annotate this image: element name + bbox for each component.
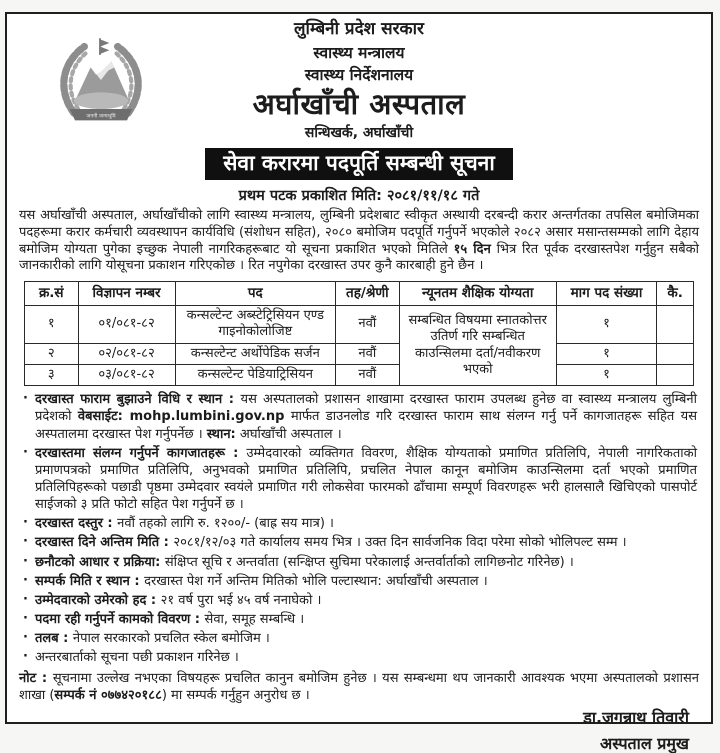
text-segment: यस अर्घाखाँची अस्पताल, अर्घाखाँचीको लागि स्वास्थ्य मन्त्रालय, लुम्बिनी प्रदेशबाट स्वीकृत अस्थायी दरबन्दी करार अन्तर्गतका तपसिल बमोजिमका पदहरूमा करार कर्मचारी व्यवस्थापन कार्यविधि (संशोधन सहित), २०८० बमोजिम पदपूर्ति गर्नुपर्ने भएकोले २०८२ असार मसान्तसम्मको लागि देहाय बमोजिम योग्यता पुगेका इच्छुक नेपाली नागरिकहरूबाट यो सूचना प्रकाशित भएको मितिले — [19, 207, 699, 257]
signatory-title: अस्पताल प्रमुख — [600, 734, 689, 753]
cell-qualification-merged: सम्बन्धित विषयमा स्नातकोत्तर उतिर्ण गरि सम्बन्धित काउन्सिलमा दर्ता/नवीकरण भएको — [399, 306, 556, 386]
list-item — [21, 611, 697, 628]
government-name: लुम्बिनी प्रदेश सरकार — [294, 19, 424, 39]
bold-text-segment: दरखास्त दस्तुर : — [35, 516, 118, 532]
cell-remarks — [657, 306, 694, 344]
bullet-dot-icon: · — [23, 515, 28, 531]
bold-text-segment: तलब : — [35, 631, 73, 647]
bold-text-segment: उम्मेदवारको उमेरको हद : — [35, 592, 161, 608]
bold-text-segment: दरखास्त फाराम बुझाउने विधि र स्थान : — [35, 392, 241, 408]
bold-text-segment: वेबसाईट: mohp.lumbini.gov.np — [77, 409, 285, 425]
table-header-cell: तह/श्रेणी — [336, 282, 400, 306]
cell-post-name: कन्सल्टेन्ट अब्स्टेट्रिसियन एण्ड गाइनोकोलोजिष्ट — [175, 306, 336, 344]
list-item — [21, 649, 697, 666]
text-segment: नेपाल सरकारको प्रचलित स्केल बमोजिम । — [72, 631, 270, 647]
hospital-name: अर्घाखाँची अस्पताल — [252, 87, 466, 122]
cell-vacancy-count: १ — [556, 364, 656, 385]
list-item — [21, 515, 697, 532]
text-segment: भित्र रित पूर्वक दरखास्तपेश गर्नुहुन सबैको जानकारीको लागि योसूचना प्रकाशन गरिएकोछ । रित नपुगेका दरखास्त उपर कुनै कारबाही हुने छैन । — [19, 241, 700, 274]
list-item — [21, 554, 697, 571]
nepal-emblem-icon — [49, 32, 153, 136]
bold-text-segment: दरखास्तमा संलग्न गर्नुपर्ने कागजातहरू : — [35, 445, 247, 461]
table-row — [25, 364, 694, 385]
text-segment: संक्षिप्त सूचि र अन्तर्वाता (सन्क्षिप्त सुचिमा परेकालाई अन्तर्वार्ताको लागिछनोट गरिनेछ) । — [164, 554, 574, 570]
list-item — [21, 391, 697, 442]
bold-text-segment: पदमा रही गर्नुपर्ने कामको विवरण : — [35, 612, 205, 628]
cell-advertisement-number: ०१/०८१-८२ — [78, 306, 175, 344]
signature-block — [19, 709, 689, 753]
table-header-row — [25, 282, 694, 306]
bullet-dot-icon: · — [23, 391, 28, 407]
bold-text-segment: नोट : — [19, 670, 53, 686]
table-header-cell: माग पद संख्या — [556, 282, 656, 306]
bullet-dot-icon: · — [23, 444, 28, 460]
text-segment: २०८१/१२/०३ गते कार्यालय समय भित्र । उक्त दिन सार्वजनिक विदा परेमा सोको भोलिपल्ट सम्म । — [173, 535, 627, 551]
cell-vacancy-count: १ — [556, 343, 656, 364]
table-header-cell: क्र.सं — [25, 282, 79, 306]
cell-advertisement-number: ०२/०८१-८२ — [78, 343, 175, 364]
vacancy-table — [24, 281, 694, 386]
signatory-name: डा.जगन्नाथ तिवारी — [583, 707, 689, 727]
cell-level: नवौं — [336, 364, 400, 385]
text-segment: यस अस्पतालको प्रशासन शाखामा दरखास्त फाराम उपलब्ध हुनेछ वा स्वास्थ्य मन्त्रालय लुम्बिनी प्रदेशको — [35, 392, 697, 425]
svg-text:जननी जन्मभूमि: जननी जन्मभूमि — [86, 113, 116, 120]
vacancy-table-body — [25, 306, 694, 386]
text-segment: सूचनामा उल्लेख नभएका विषयहरू प्रचलित कानुन बमोजिम हुनेछ । यस सम्बन्धमा थप जानकारी आवश्यक भएमा अस्पतालको प्रशासन शाखा ( — [19, 670, 699, 704]
cell-level: नवौं — [336, 306, 400, 344]
cell-serial-number: २ — [25, 343, 79, 364]
bold-text-segment: सम्पर्क नं ०७७४२०१८८ — [54, 688, 162, 704]
list-item — [21, 630, 697, 647]
table-row — [25, 306, 694, 344]
table-header-cell: विज्ञापन नम्बर — [78, 282, 175, 306]
list-item — [21, 534, 697, 551]
cell-serial-number: ३ — [25, 364, 79, 385]
bullet-dot-icon: · — [23, 649, 28, 665]
cell-remarks — [657, 343, 694, 364]
cell-post-name: कन्सल्टेन्ट पेडियाट्रिसियन — [175, 364, 336, 385]
cell-serial-number: १ — [25, 306, 79, 344]
text-segment: मार्फत डाउनलोड गरि दरखास्त फाराम साथ संलग्न गर्नु पर्ने कागजातहरू सहित यस अस्पतालमा दरखास्त पेश गर्नुपर्नेछ । — [35, 409, 697, 442]
cell-advertisement-number: ०३/०८१-८२ — [78, 364, 175, 385]
table-header-cell: पद — [175, 282, 336, 306]
bullet-dot-icon: · — [23, 572, 28, 588]
bold-text-segment: छनौटको आधार र प्रक्रिया: — [35, 554, 165, 570]
notice-details-list — [21, 391, 697, 666]
text-segment: उम्मेदवारको व्यक्तिगत विवरण, शैक्षिक योग्यताको प्रमाणित प्रतिलिपि, नेपाली नागरिकताको प्रमाणपत्रको प्रमाणित प्रतिलिपि, अनुभवको प्रमाणित प्रतिलिपि, प्रचलित नेपाल कानून बमोजिम काउन्सिलमा दर्ता भएको प्रमाणित प्रतिलिपिहरूको पछाडी पृष्ठमा उम्मेदवार स्वयंले प्रमाणित गरी लोकसेवा फारमको ढाँचामा सम्पूर्ण विवरणहरू भरी हालसालै खिचिएको पासपोर्ट साईजको ३ प्रति फोटो सहित पेश गर्नुपर्ने छ । — [35, 445, 697, 513]
bullet-dot-icon: · — [23, 553, 28, 569]
bold-text-segment: सम्पर्क मिति र स्थान : — [35, 573, 145, 589]
text-segment: सेवा, समूह सम्बन्धि । — [204, 612, 305, 628]
notice-document — [5, 12, 713, 753]
intro-paragraph — [19, 208, 699, 276]
bold-text-segment: १५ दिन — [453, 241, 491, 257]
ministry-name: स्वास्थ्य मन्त्रालय — [313, 43, 405, 62]
table-row — [25, 343, 694, 364]
text-segment: ) मा सम्पर्क गर्नुहुन अनुरोध छ । — [161, 688, 310, 704]
bullet-dot-icon: · — [23, 630, 28, 646]
text-segment: अर्घाखाँची अस्पताल । — [235, 426, 342, 442]
table-header-cell: कै. — [657, 282, 694, 306]
cell-remarks — [657, 364, 694, 385]
cell-level: नवौं — [336, 343, 400, 364]
note-paragraph — [19, 670, 699, 705]
bullet-dot-icon: · — [23, 534, 28, 550]
text-segment: दरखास्त पेश गर्ने अन्तिम मितिको भोलि पल्टास्थान: अर्घाखाँची अस्पताल । — [144, 573, 488, 589]
text-segment: २१ वर्ष पुरा भई ४५ वर्ष ननाघेको । — [160, 592, 322, 608]
bullet-dot-icon: · — [23, 591, 28, 607]
text-segment: अन्तरबार्ताको सूचना पछी प्रकाशन गरिनेछ । — [35, 650, 239, 666]
cell-post-name: कन्सल्टेन्ट अर्थोपेडिक सर्जन — [175, 343, 336, 364]
notice-title-banner: सेवा करारमा पदपूर्ति सम्बन्धी सूचना — [205, 148, 513, 180]
list-item — [21, 592, 697, 609]
hospital-address: सन्धिखर्क, अर्घाखाँची — [304, 124, 414, 141]
bold-text-segment: दरखास्त दिने अन्तिम मिति : — [35, 535, 174, 551]
bullet-dot-icon: · — [23, 611, 28, 627]
cell-vacancy-count: १ — [556, 306, 656, 344]
list-item — [21, 445, 697, 514]
list-item — [21, 573, 697, 590]
published-date: प्रथम पटक प्रकाशित मिति: २०८१/११/१८ गते — [238, 187, 480, 204]
table-header-cell: न्यूनतम शैक्षिक योग्यता — [399, 282, 556, 306]
bold-text-segment: स्थान: — [206, 426, 236, 442]
text-segment: नवौं तहको लागि रु. १२००/- (बाह्र सय मात्र) । — [117, 516, 334, 532]
directorate-name: स्वास्थ्य निर्देशनालय — [304, 66, 414, 85]
